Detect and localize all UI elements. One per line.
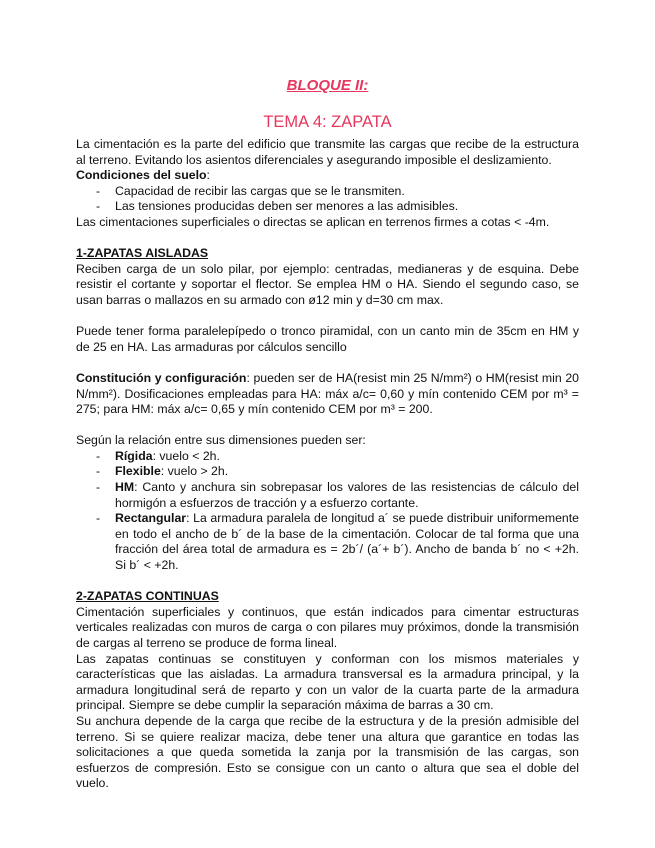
constitution-label: Constitución y configuración [76,370,247,385]
conditions-colon: : [206,168,210,183]
list-item: - HM: Canto y anchura sin sobrepasar los valores de las resistencias de cálculo del hormigón a esfuerzos de tracción y a esfuerzo cortante. [96,480,579,510]
list-item: - Flexible: vuelo > 2h. [96,464,229,479]
block-title: BLOQUE II: [286,77,369,94]
list-item: - Capacidad de recibir las cargas que se le transmiten. [96,183,405,198]
constitution-paragraph [76,371,579,418]
section1-paragraph-2: Puede tener forma paralelepípedo o tronco piramidal, con un canto min de 35cm en HM y de 25 en HA. Las armaduras por cálculos sencillo [76,324,579,354]
types-list [76,449,579,574]
section1-heading: 1-ZAPATAS AISLADAS [76,246,209,261]
list-item: - Rígida: vuelo < 2h. [96,448,220,463]
conditions-list [76,184,579,215]
intro-section [76,137,579,792]
section2-paragraph-3: Su anchura depende de la carga que recibe de la estructura y de la presión admisible del terreno. Si se quiere realizar maciza, debe tener una altura que garantice en todas las solicitaciones a que queda sometida la zanja por la transmisión de las cargas, son esfuerzos de compresión. Esto se consigue con un canto o altura que sea el doble del vuelo. [76,713,579,791]
conditions-label: Condiciones del suelo [76,168,207,183]
list-item: - Las tensiones producidas deben ser menores a las admisibles. [96,199,459,214]
relation-intro: Según la relación entre sus dimensiones pueden ser: [76,433,366,448]
conditions-heading [76,168,579,184]
section2-paragraph-1: Cimentación superficiales y continuos, que están indicados para cimentar estructuras verticales realizadas con muros de carga o con pilares muy próximos, donde la transmisión de cargas al terreno se produce de forma lineal. [76,604,579,650]
intro-paragraph: La cimentación es la parte del edificio que transmite las cargas que recibe de la estructura al terreno. Evitando los asientos diferenciales y asegurando imposible el deslizamiento. [76,137,579,167]
constitution-text: : pueden ser de HA(resist min 25 N/mm²) o HM(resist min 20 N/mm²). Dosificaciones empleadas para HA: máx a/c= 0,60 y mín contenido CEM por m³ = 275; para HM: máx a/c= 0,65 y mín contenido CEM por m³ = 200. [76,370,580,417]
section2-paragraph-2: Las zapatas continuas se constituyen y conforman con los mismos materiales y características que las aisladas. La armadura transversal es la armadura principal, y la armadura longitudinal será de reparto y con un valor de la cuarta parte de la armadura principal. Siempre se debe cumplir la separación máxima de barras a 30 cm. [76,651,579,713]
list-item: - Rectangular: La armadura paralela de longitud a´ se puede distribuir uniformemente en todo el ancho de b´ de la base de la cimentación. Colocar de tal forma que una fracción del área total de armadura es = 2b´/ (a´+ b´). Ancho de banda b´ no < +2h. Si b´ < +2h. [96,511,579,573]
section2-heading: 2-ZAPATAS CONTINUAS [76,589,219,604]
intro-closing: Las cimentaciones superficiales o directas se aplican en terrenos firmes a cotas < -4m. [76,214,550,229]
section1-paragraph-1: Reciben carga de un solo pilar, por ejemplo: centradas, medianeras y de esquina. Debe resistir el cortante y soportar el flector. Se emplea HM o HA. Siendo el segundo caso, se usan barras o mallazos en su armado con ø12 min y d=30 cm max. [76,261,579,307]
topic-title: TEMA 4: ZAPATA [263,113,392,131]
